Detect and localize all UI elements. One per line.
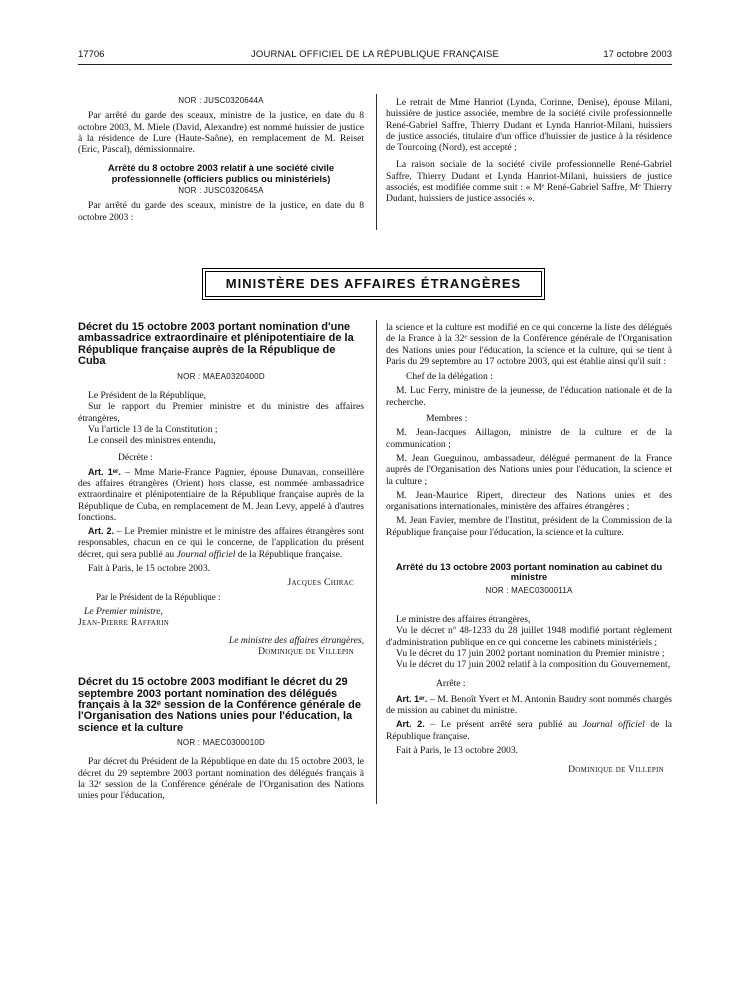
top-left-column — [78, 95, 364, 223]
minister-title: Le ministre des affaires étrangères, — [228, 634, 364, 646]
article-1: Art. 1ᵉʳ. – M. Benoît Yvert et M. Antonin Baudry sont nommés chargés de mission au cabinet du ministre. — [386, 693, 672, 717]
minister-name: Dominique de Villepin — [258, 645, 354, 657]
journal-title: JOURNAL OFFICIEL DE LA RÉPUBLIQUE FRANÇAISE — [250, 49, 500, 60]
nor-reference: NOR : MAEC0300011A — [485, 585, 573, 595]
page-number: 17706 — [78, 49, 105, 60]
column-divider — [376, 94, 377, 230]
signature: Jacques Chirac — [287, 577, 354, 589]
header-rule — [78, 64, 672, 65]
article-1: Art. 1ᵉʳ. – Mme Marie-France Pagnier, épouse Dunavan, conseillère des affaires étrangères (Orient) hors classe, est nommée ambassadrice extraordinaire et plénipotentiaire de la République française auprès de la République de Cuba, en remplacement de M. Jean Levy, appelé à d'autres fonctions. — [78, 466, 364, 523]
chef-entry: M. Luc Ferry, ministre de la jeunesse, de l'éducation nationale et de la recherche. — [386, 385, 672, 408]
withdrawal-paragraph: Le retrait de Mme Hanriot (Lynda, Corinne, Denise), épouse Milani, huissière de justice associée, membre de la société civile professionnelle René-Gabriel Saffre, Thierry Dudant et Lynda Hanriot-Milani, huissiers de justice associés, titulaire d'un office d'huissier de justice à la résidence de Tourcoing (Nord), est accepté ; — [386, 97, 672, 154]
top-right-column — [386, 97, 672, 205]
member-entry: M. Jean-Maurice Ripert, directeur des Nations unies et des organisations internationales, ministère des affaires étrangères ; — [386, 489, 672, 513]
issue-date: 17 octobre 2003 — [603, 49, 672, 60]
ministry-heading: MINISTÈRE DES AFFAIRES ÉTRANGÈRES — [205, 271, 542, 297]
arrete-label: Arrête : — [436, 678, 466, 690]
signature: Dominique de Villepin — [568, 764, 664, 776]
arrete-paragraph: Par arrêté du garde des sceaux, ministre de la justice, en date du 8 octobre 2003 : — [78, 200, 364, 223]
lower-left-column — [78, 322, 364, 802]
decree-title: Décret du 15 octobre 2003 modifiant le décret du 29 septembre 2003 portant nomination des délégués français à la 32ᵉ session de la Conférence générale de l'Organisation des Nations unies pour l'éducation, la science et la culture — [78, 676, 361, 734]
decree-title: Décret du 15 octobre 2003 portant nomination d'une ambassadrice extraordinaire et plénipotentiaire de la République française auprès de la République de Cuba — [78, 321, 354, 368]
article-2: Art. 2. – Le Premier ministre et le ministre des affaires étrangères sont responsables, chacun en ce qui le concerne, de l'application du présent décret, qui sera publié au Journal officiel de la République française. — [78, 526, 364, 560]
member-entry: M. Jean-Jacques Aillagon, ministre de la culture et de la communication ; — [386, 427, 672, 450]
member-entry: M. Jean Gueguinou, ambassadeur, délégué permanent de la France auprès de l'Organisation des Nations unies pour l'éducation, la science et la culture ; — [386, 452, 672, 487]
article-2: Art. 2. – Le présent arrêté sera publié au Journal officiel de la République française. — [386, 719, 672, 742]
arrete-title: Arrêté du 8 octobre 2003 relatif à une société civile professionnelle (officiers publics ou ministériels) — [107, 162, 335, 184]
countersign-label: Par le Président de la République : — [96, 591, 221, 602]
pm-name: Jean-Pierre Raffarin — [78, 617, 170, 629]
lower-right-column — [386, 322, 672, 776]
decree-preamble: Le Président de la République, Sur le rapport du Premier ministre et du ministre des affaires étrangères, Vu l'article 13 de la Constitution ; Le conseil des ministres entendu, — [78, 389, 364, 447]
done-at: Fait à Paris, le 15 octobre 2003. — [88, 563, 211, 575]
nor-reference: NOR : MAEC0300010D — [176, 738, 266, 748]
nor-reference: NOR : JUSC0320645A — [178, 186, 264, 196]
company-name-paragraph: La raison sociale de la société civile professionnelle René-Gabriel Saffre, Thierry Dudant et Lynda Hanriot-Milani, huissiers de justice associés, est modifiée comme suit : « Mᵉ René-Gabriel Saffre, Mᵉ Thierry Dudant, huissiers de justice associés ». — [386, 159, 672, 205]
member-entry: M. Jean Favier, membre de l'Institut, président de la Commission de la République française pour l'éducation, la science et la culture. — [386, 515, 672, 538]
arrete-title: Arrêté du 13 octobre 2003 portant nomination au cabinet du ministre — [395, 561, 663, 583]
nor-reference: NOR : JUSC0320644A — [178, 96, 264, 105]
arrete-preamble: Le ministre des affaires étrangères, Vu le décret nº 48-1233 du 28 juillet 1948 modifié portant règlement d'administration publique en ce qui concerne les cabinets ministériels ; Vu le décret du 17 juin 2002 portant nomination du Premier ministre ; Vu le décret du 17 juin 2002 relatif à la composition du Gouvernement, — [386, 613, 672, 671]
chef-label: Chef de la délégation : — [406, 371, 493, 383]
decrete-label: Décrète : — [118, 452, 153, 464]
nor-reference: NOR : MAEA0320400D — [177, 371, 265, 381]
membres-label: Membres : — [426, 413, 468, 425]
done-at: Fait à Paris, le 13 octobre 2003. — [396, 744, 519, 756]
column-divider — [376, 320, 377, 804]
decree-paragraph: Par décret du Président de la République en date du 15 octobre 2003, le décret du 29 septembre 2003 portant nomination des délégués français à la 32ᵉ session de la Conférence générale de l'Organisation des Nations unies pour l'éducation, — [78, 756, 364, 802]
running-header — [78, 49, 672, 63]
decree-paragraph-continued: la science et la culture est modifié en ce qui concerne la liste des délégués de la France à la 32ᵉ session de la Conférence générale de l'Organisation des Nations unies pour l'éducation, la science et la culture, qui se tient à Paris du 29 septembre au 17 octobre 2003, qui est établie ainsi qu'il suit : — [386, 322, 672, 367]
pm-title: Le Premier ministre, — [84, 605, 163, 617]
appointment-paragraph: Par arrêté du garde des sceaux, ministre de la justice, en date du 8 octobre 2003, M. Miele (David, Alexandre) est nommé huissier de justice à la résidence de Lure (Haute-Saône), en remplacement de M. Reiset (Eric, Pascal), démissionnaire. — [78, 110, 364, 156]
